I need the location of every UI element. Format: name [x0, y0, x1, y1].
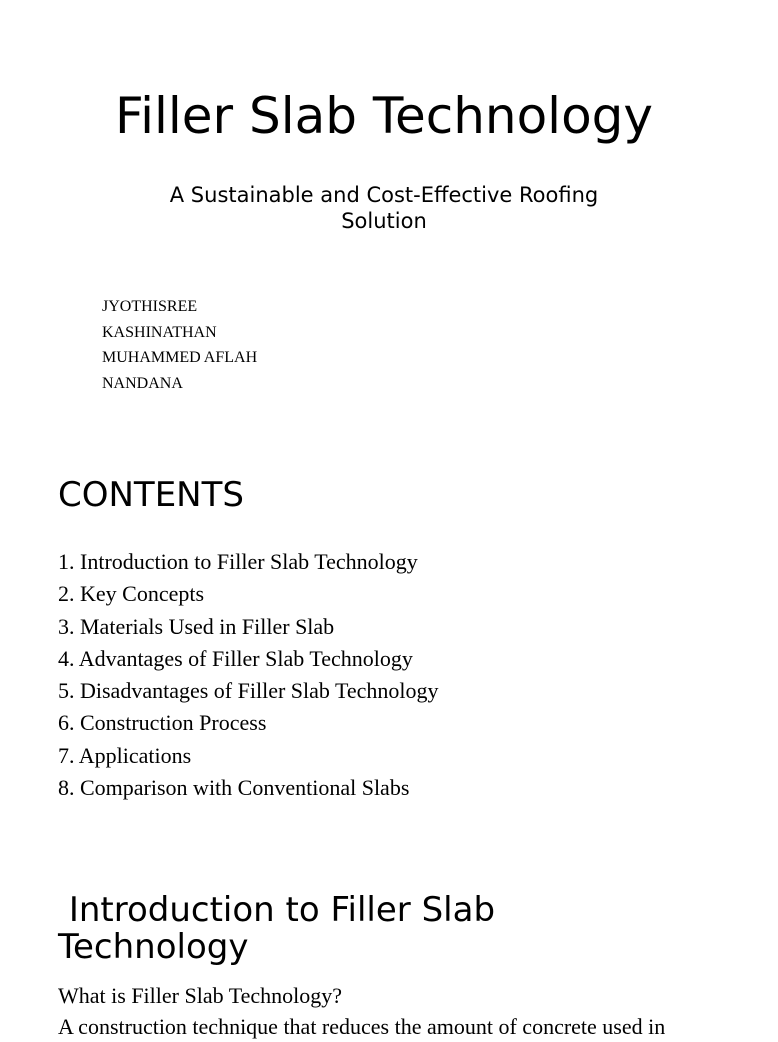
introduction-heading: Introduction to Filler Slab Technology [58, 890, 506, 967]
document-title: Filler Slab Technology [115, 87, 653, 145]
toc-item: 1. Introduction to Filler Slab Technology [58, 549, 418, 574]
toc-item: 4. Advantages of Filler Slab Technology [58, 645, 413, 671]
author-name: KASHINATHAN [102, 323, 217, 341]
toc-item: 5. Disadvantages of Filler Slab Technology [58, 678, 439, 704]
table-of-contents [58, 546, 439, 804]
author-name: NANDANA [102, 374, 183, 392]
introduction-question: What is Filler Slab Technology? [58, 983, 343, 1008]
author-name: MUHAMMED AFLAH [102, 349, 258, 366]
toc-item: 8. Comparison with Conventional Slabs [58, 775, 410, 801]
contents-heading: CONTENTS [58, 475, 244, 515]
toc-item: 6. Construction Process [58, 710, 267, 736]
toc-item: 3. Materials Used in Filler Slab [58, 613, 335, 639]
toc-item: 7. Applications [58, 742, 192, 768]
author-list [102, 294, 257, 396]
document-subtitle: A Sustainable and Cost-Effective Roofing Solution [169, 183, 599, 233]
introduction-body: A construction technique that reduces the amount of concrete used in [58, 1014, 666, 1039]
author-name: JYOTHISREE [102, 298, 198, 315]
toc-item: 2. Key Concepts [58, 581, 205, 607]
